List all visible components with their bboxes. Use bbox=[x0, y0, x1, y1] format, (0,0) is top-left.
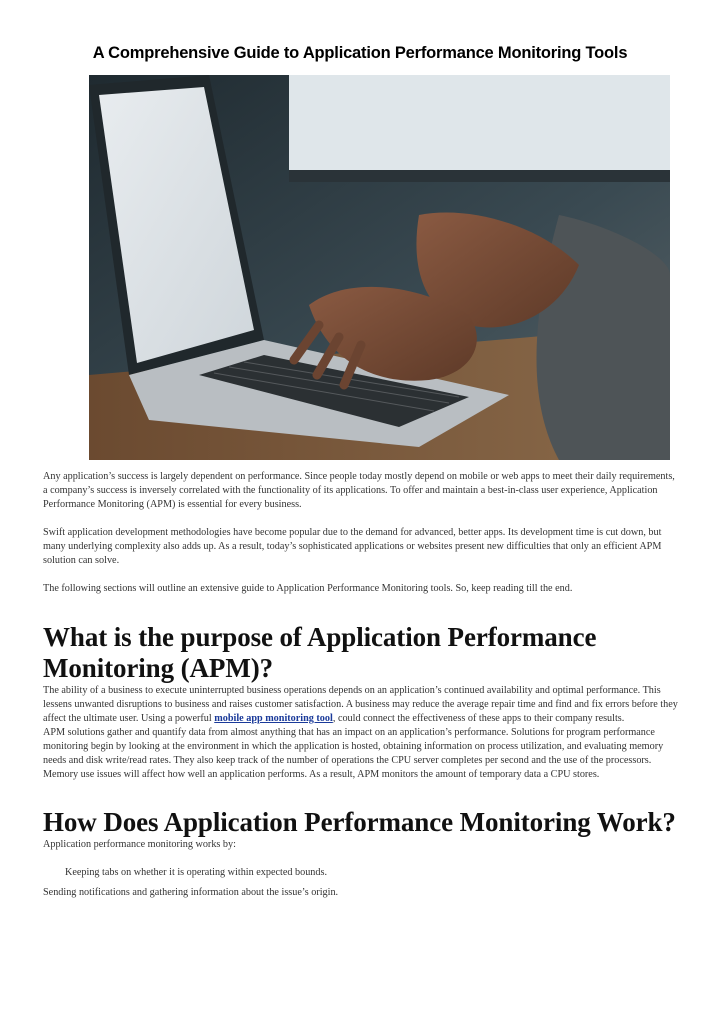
section1-paragraph-2: APM solutions gather and quantify data from almost anything that has an impact on an application’s performance. Solutions for program performance monitoring begin by looking at the environment in which the application is hosted, obtaining information on process utilization, and evaluating memory needs and disk write/read rates. They also keep track of the number of operations the CPU server completes per second and the use of the processors. Memory use issues will affect how well an application performs. As a result, APM monitors the amount of temporary data a CPU stores. bbox=[43, 727, 664, 780]
page-title: A Comprehensive Guide to Application Performance Monitoring Tools bbox=[92, 44, 628, 62]
hero-image bbox=[89, 75, 670, 460]
section2-intro: Application performance monitoring works by: bbox=[43, 839, 236, 850]
laptop-typing-photo-icon bbox=[89, 75, 670, 460]
intro-paragraph-3: The following sections will outline an extensive guide to Application Performance Monitoring tools. So, keep reading till the end. bbox=[43, 583, 573, 594]
intro-paragraph-2: Swift application development methodologies have become popular due to the demand for advanced, better apps. Its development time is cut down, but many underlying complexity also adds up. As a result, today’s sophisticated applications or websites present new difficulties that only an efficient APM solution can solve. bbox=[43, 527, 662, 566]
section1-text-after-link: , could connect the effectiveness of these apps to their company results. bbox=[332, 713, 625, 724]
section2-list-item-1: Keeping tabs on whether it is operating within expected bounds. bbox=[65, 867, 327, 878]
intro-paragraph-1: Any application’s success is largely dependent on performance. Since people today mostly depend on mobile or web apps to meet their daily requirements, a company’s success is inversely correlated with the functionality of its applications. To offer and maintain a best-in-class user experience, Application Performance Monitoring (APM) is essential for every business. bbox=[43, 471, 675, 510]
article-body bbox=[43, 470, 679, 900]
section-heading-apm-purpose: What is the purpose of Application Performance Monitoring (APM)? bbox=[43, 622, 597, 683]
section1-paragraph-1 bbox=[43, 684, 679, 726]
section-heading-how-apm-works: How Does Application Performance Monitoring Work? bbox=[43, 807, 676, 837]
mobile-app-monitoring-link[interactable]: mobile app monitoring tool bbox=[214, 713, 333, 724]
section1-text-before-link: The ability of a business to execute uninterrupted business operations depends on an application’s continued availability and optimal performance. This lessens unwanted disruptions to business and raises customer satisfaction. A business may reduce the average repair time and find and fix errors before they affect the ultimate user. Using a powerful bbox=[43, 685, 678, 724]
section2-list-item-2: Sending notifications and gathering information about the issue’s origin. bbox=[43, 887, 339, 898]
